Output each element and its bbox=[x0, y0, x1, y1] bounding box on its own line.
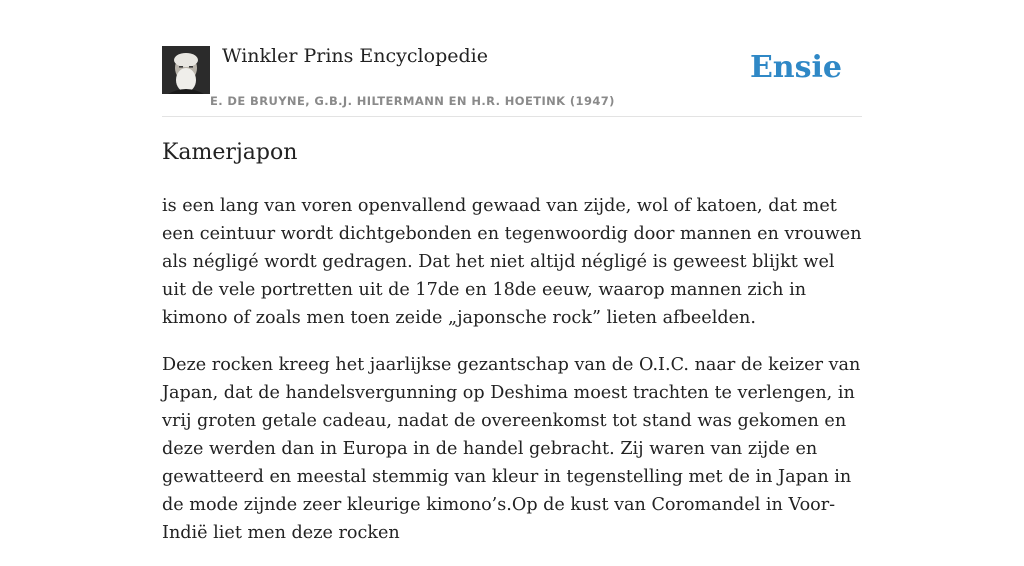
book-header bbox=[162, 0, 862, 117]
author-portrait-icon bbox=[162, 46, 210, 94]
entry-title: Kamerjapon bbox=[162, 140, 298, 165]
encyclopedia-title[interactable]: Winkler Prins Encyclopedie bbox=[222, 45, 488, 67]
ensie-logo[interactable]: Ensie bbox=[749, 50, 842, 85]
entry-paragraph: is een lang van voren openvallend gewaad van zijde, wol of katoen, dat met een ceintuur wordt dichtgebonden en tegenwoordig door mannen en vrouwen als négligé wordt gedragen. Dat het niet altijd négligé is geweest blijkt wel uit de vele portretten uit de 17de en 18de eeuw, waarop mannen zich in kimono of zoals men toen zeide „japonsche rock” lieten afbeelden. bbox=[162, 196, 862, 328]
author-avatar[interactable] bbox=[162, 46, 210, 94]
entry-paragraph: Deze rocken kreeg het jaarlijkse gezantschap van de O.I.C. naar de keizer van Japan, dat de handelsvergunning op Deshima moest trachten te verlengen, in vrij groten getale cadeau, nadat de overeenkomst tot stand was gekomen en deze werden dan in Europa in de handel gebracht. Zij waren van zijde en gewatteerd en meestal stemmig van kleur in tegenstelling met de in Japan in de mode zijnde zeer kleurige kimono’s.Op de kust van Coromandel in Voor-Indië liet men deze rocken bbox=[162, 355, 861, 543]
authors-line: E. DE BRUYNE, G.B.J. HILTERMANN EN H.R. HOETINK (1947) bbox=[210, 94, 615, 108]
entry-body bbox=[162, 192, 862, 566]
article-page bbox=[162, 0, 862, 543]
